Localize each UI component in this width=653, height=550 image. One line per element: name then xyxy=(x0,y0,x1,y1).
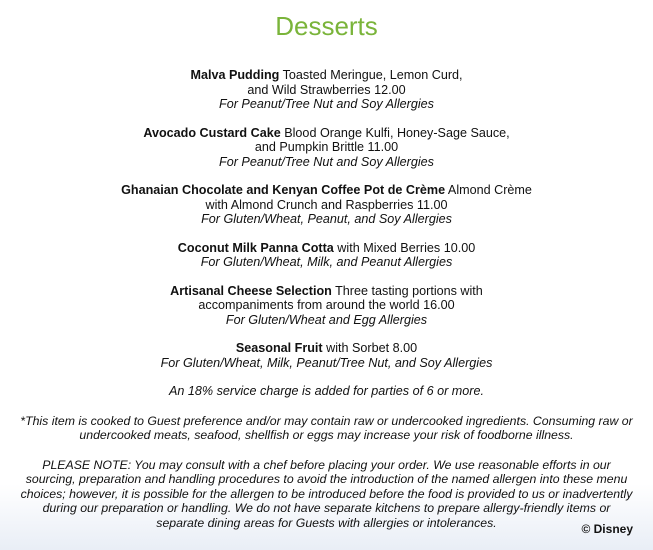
menu-item-line1 xyxy=(0,126,653,141)
food-safety-disclaimer: *This item is cooked to Guest preference and/or may contain raw or undercooked ingredients. Consuming raw or undercooked meats, seafood, shellfish or eggs may increase your risk of foodborne illness. xyxy=(20,414,633,443)
menu-item-cheese-selection xyxy=(0,284,653,328)
menu-item-description: Blood Orange Kulfi, Honey-Sage Sauce, xyxy=(280,125,510,140)
menu-item-name: Artisanal Cheese Selection xyxy=(170,283,332,298)
menu-title: Desserts xyxy=(275,11,378,41)
menu-item-pot-de-creme xyxy=(0,183,653,227)
menu-item-line1 xyxy=(0,68,653,83)
menu-item-malva-pudding xyxy=(0,68,653,112)
dessert-list xyxy=(0,68,653,384)
service-charge-note: An 18% service charge is added for parties of 6 or more. xyxy=(168,384,484,398)
menu-item-description: Toasted Meringue, Lemon Curd, xyxy=(279,68,463,82)
menu-item-allergy: For Gluten/Wheat, Milk, and Peanut Allergies xyxy=(200,255,453,269)
menu-item-line1 xyxy=(0,183,653,198)
menu-item-allergy: For Gluten/Wheat, Peanut, and Soy Allergies xyxy=(201,212,452,226)
menu-item-panna-cotta xyxy=(0,241,653,270)
menu-item-line2: with Almond Crunch and Raspberries 11.00 xyxy=(205,197,448,212)
menu-item-description: with Mixed Berries 10.00 xyxy=(333,240,476,255)
menu-item-name: Avocado Custard Cake xyxy=(143,125,281,140)
menu-item-avocado-custard-cake xyxy=(0,126,653,170)
menu-item-description: Three tasting portions with xyxy=(331,283,483,298)
copyright-notice: © Disney xyxy=(581,522,633,536)
menu-item-line2: and Wild Strawberries 12.00 xyxy=(247,82,406,97)
menu-item-allergy: For Gluten/Wheat and Egg Allergies xyxy=(225,312,428,327)
menu-item-description: Almond Crème xyxy=(445,183,532,197)
menu-item-name: Malva Pudding xyxy=(190,68,280,82)
menu-item-name: Coconut Milk Panna Cotta xyxy=(177,240,334,255)
menu-item-line1 xyxy=(0,241,653,256)
menu-item-seasonal-fruit xyxy=(0,341,653,370)
menu-item-allergy: For Peanut/Tree Nut and Soy Allergies xyxy=(219,154,434,169)
menu-item-description: with Sorbet 8.00 xyxy=(322,341,418,355)
menu-item-name: Seasonal Fruit xyxy=(235,341,323,355)
menu-item-line1 xyxy=(0,341,653,356)
menu-item-allergy: For Peanut/Tree Nut and Soy Allergies xyxy=(219,97,434,111)
menu-item-line2: and Pumpkin Brittle 11.00 xyxy=(254,140,399,154)
menu-item-line2: accompaniments from around the world 16.00 xyxy=(198,298,455,312)
menu-item-allergy: For Gluten/Wheat, Milk, Peanut/Tree Nut, and Soy Allergies xyxy=(160,355,493,370)
allergy-please-note: PLEASE NOTE: You may consult with a chef before placing your order. We use reasonable efforts in our sourcing, preparation and handling procedures to avoid the introduction of the named allergen into these menu choices; however, it is possible for the allergen to be introduced before the food is provided to us or inadvertently during our preparation or handling. We do not have separate kitchens to prepare allergy-friendly items or separate dining areas for Guests with allergies or intolerances. xyxy=(20,458,633,530)
menu-item-line1 xyxy=(0,284,653,299)
menu-item-name: Ghanaian Chocolate and Kenyan Coffee Pot de Crème xyxy=(121,183,446,197)
